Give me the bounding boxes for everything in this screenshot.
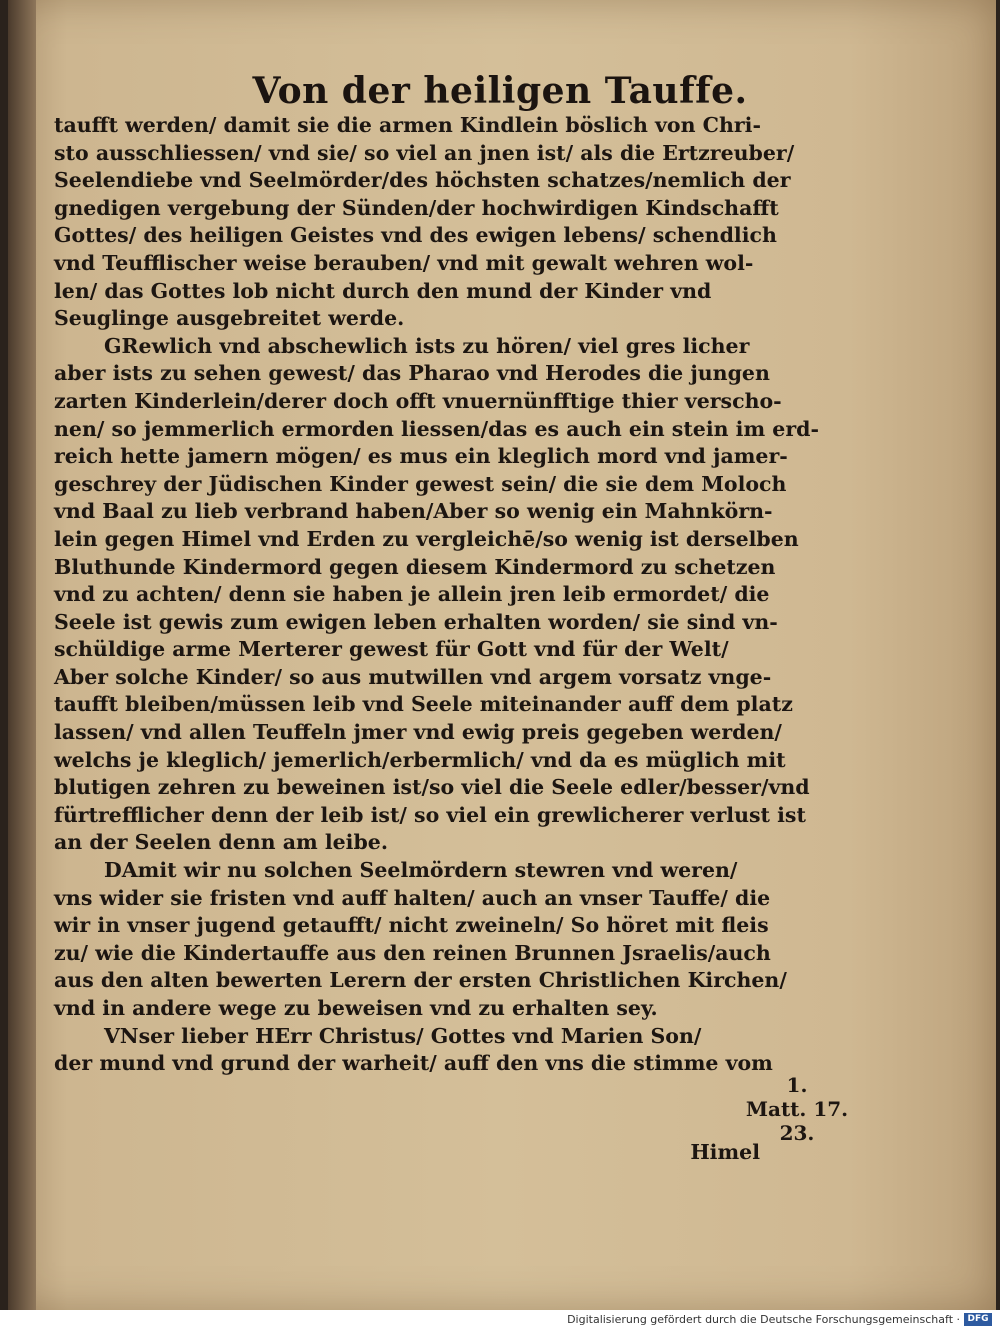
text-line: wir in vnser jugend getaufft/ nicht zweineln/ So höret mit fleis — [54, 913, 769, 938]
text-line: lassen/ vnd allen Teuffeln jmer vnd ewig preis gegeben werden/ — [54, 720, 782, 745]
text-line: taufft bleiben/müssen leib vnd Seele miteinander auff dem platz — [54, 692, 793, 717]
text-line: gnedigen vergebung der Sünden/der hochwirdigen Kindschafft — [54, 195, 779, 220]
text-line: Aber solche Kinder/ so aus mutwillen vnd argem vorsatz vnge- — [54, 664, 772, 689]
text-line: blutigen zehren zu beweinen ist/so viel die Seele edler/besser/vnd — [54, 775, 810, 800]
text-line: DAmit wir nu solchen Seelmördern stewren vnd weren/ — [104, 858, 738, 883]
text-line: schüldige arme Merterer gewest für Gott vnd für der Welt/ — [54, 637, 729, 662]
margin-note-line: 1. — [786, 1073, 808, 1097]
text-line: Seuglinge ausgebreitet werde. — [54, 306, 405, 331]
text-line: vnd Teufflischer weise berauben/ vnd mit gewalt wehren wol- — [54, 250, 754, 275]
margin-note — [742, 1073, 852, 1145]
text-line: len/ das Gottes lob nicht durch den mund der Kinder vnd — [54, 278, 712, 303]
body-text — [54, 112, 819, 1078]
text-line: vnd Baal zu lieb verbrand haben/Aber so wenig ein Mahnkörn- — [54, 499, 773, 524]
text-line: GRewlich vnd abschewlich ists zu hören/ viel gres licher — [104, 333, 750, 358]
text-line: an der Seelen denn am leibe. — [54, 830, 388, 855]
text-line: vnd in andere wege zu beweisen vnd zu erhalten sey. — [54, 996, 658, 1020]
text-line: aber ists zu sehen gewest/ das Pharao vnd Herodes die jungen — [54, 361, 770, 386]
text-line: VNser lieber HErr Christus/ Gottes vnd Marien Son/ — [104, 1023, 702, 1048]
page-header: Von der heiligen Tauffe. — [252, 70, 748, 112]
text-line: Seele ist gewis zum ewigen leben erhalten worden/ sie sind vn- — [54, 609, 778, 634]
text-line: Gottes/ des heiligen Geistes vnd des ewigen lebens/ schendlich — [54, 223, 777, 248]
text-line: vnd zu achten/ denn sie haben je allein jren leib ermordet/ die — [54, 582, 770, 607]
text-line: welchs je kleglich/ jemerlich/erbermlich/ vnd da es müglich mit — [54, 747, 786, 772]
text-line: taufft werden/ damit sie die armen Kindlein böslich von Chri- — [54, 113, 761, 137]
text-line: vns wider sie fristen vnd auff halten/ auch an vnser Tauffe/ die — [54, 885, 771, 910]
text-line: zu/ wie die Kindertauffe aus den reinen Brunnen Jsraelis/auch — [54, 940, 771, 965]
dfg-logo: DFG — [964, 1313, 992, 1326]
text-line: fürtrefflicher denn der leib ist/ so viel ein grewlicherer verlust ist — [54, 802, 806, 827]
text-line: sto ausschliessen/ vnd sie/ so viel an jnen ist/ als die Ertzreuber/ — [54, 140, 795, 165]
margin-note-line: Matt. 17. — [745, 1097, 849, 1121]
text-line: Bluthunde Kindermord gegen diesem Kindermord zu schetzen — [54, 554, 776, 579]
text-line: geschrey der Jüdischen Kinder gewest sein/ die sie dem Moloch — [54, 471, 787, 496]
text-line: Seelendiebe vnd Seelmörder/des höchsten schatzes/nemlich der — [54, 168, 791, 193]
text-line: lein gegen Himel vnd Erden zu vergleichē/so wenig ist derselben — [54, 526, 799, 551]
text-line: zarten Kinderlein/derer doch offt vnuernünfftige thier verscho- — [54, 388, 782, 413]
text-line: der mund vnd grund der warheit/ auff den vns die stimme vom — [54, 1051, 773, 1076]
catchword: Himel — [690, 1140, 760, 1164]
page-gutter — [8, 0, 36, 1310]
text-line: reich hette jamern mögen/ es mus ein kleglich mord vnd jamer- — [54, 444, 788, 469]
text-line: nen/ so jemmerlich ermorden liessen/das es auch ein stein im erd- — [54, 416, 819, 441]
footer-credit: Digitalisierung gefördert durch die Deutsche Forschungsgemeinschaft · — [567, 1313, 960, 1326]
text-line: aus den alten bewerten Lerern der ersten Christlichen Kirchen/ — [54, 968, 787, 993]
margin-note-line: 23. — [779, 1121, 815, 1145]
